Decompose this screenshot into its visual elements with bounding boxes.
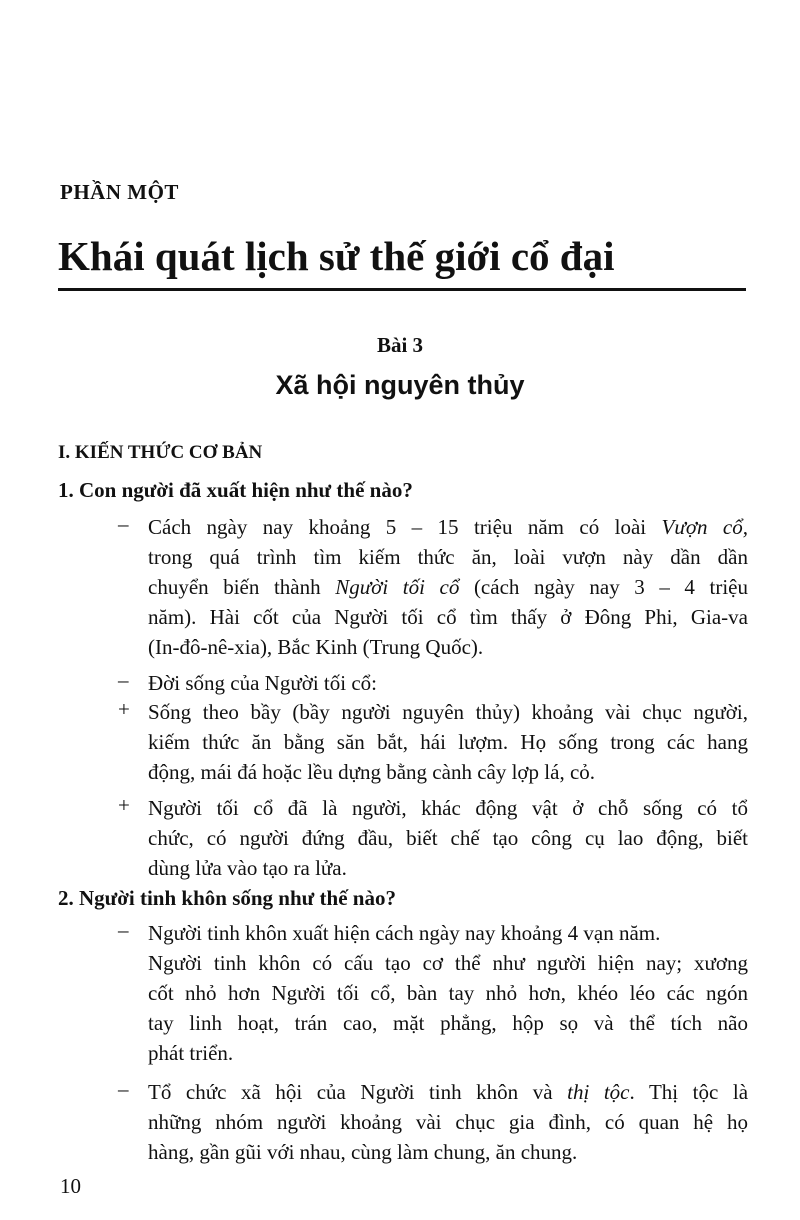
text-line	[148, 697, 748, 727]
text-segment: năm). Hài cốt của Người tối cổ tìm thấy ở Đông Phi, Gia-va	[148, 605, 748, 629]
paragraph	[118, 793, 748, 883]
text-segment: . Thị tộc là	[629, 1080, 748, 1104]
lesson-number: Bài 3	[376, 333, 424, 357]
text-line	[148, 632, 748, 662]
text-segment: hàng, gần gũi với nhau, cùng làm chung, ăn chung.	[148, 1140, 578, 1164]
text-line	[148, 572, 748, 602]
text-line	[148, 1008, 748, 1038]
text-line	[148, 918, 748, 948]
page-number: 10	[60, 1174, 81, 1198]
title-rule	[58, 288, 746, 291]
paragraph	[118, 668, 748, 698]
question-heading-1: 1. Con người đã xuất hiện như thế nào?	[58, 478, 413, 502]
text-segment: phát triển.	[148, 1041, 234, 1065]
text-segment: cốt nhỏ hơn Người tối cổ, bàn tay nhỏ hơn, khéo léo các ngón	[148, 981, 748, 1005]
lesson-title: Xã hội nguyên thủy	[275, 370, 525, 400]
italic-term: thị tộc	[567, 1080, 630, 1104]
text-line	[148, 948, 748, 978]
italic-term: Người tối cổ	[335, 575, 460, 599]
text-segment: Người tinh khôn xuất hiện cách ngày nay khoảng 4 vạn năm.	[148, 921, 661, 945]
text-line	[148, 823, 748, 853]
paragraph	[118, 1077, 748, 1167]
text-segment: chuyển biến thành	[148, 575, 336, 599]
section-heading: I. KIẾN THỨC CƠ BẢN	[58, 442, 263, 463]
paragraph	[118, 918, 748, 948]
bullet-marker: –	[118, 918, 129, 942]
bullet-marker: –	[118, 668, 129, 692]
bullet-marker: +	[118, 697, 130, 721]
text-segment: dùng lửa vào tạo ra lửa.	[148, 856, 347, 880]
text-segment: Tổ chức xã hội của Người tinh khôn và	[148, 1080, 568, 1104]
text-segment: kiếm thức ăn bằng săn bắt, hái lượm. Họ sống trong các hang	[148, 730, 748, 754]
part-label: PHẦN MỘT	[60, 180, 179, 204]
text-line	[148, 512, 748, 542]
text-line	[148, 602, 748, 632]
text-line	[148, 542, 748, 572]
text-line	[148, 793, 748, 823]
text-segment: Người tinh khôn có cấu tạo cơ thể như người hiện nay; xương	[148, 951, 748, 975]
bullet-marker: +	[118, 793, 130, 817]
text-line	[148, 1077, 748, 1107]
text-segment: trong quá trình tìm kiếm thức ăn, loài vượn này dần dần	[148, 545, 748, 569]
text-line	[148, 1107, 748, 1137]
text-segment: Người tối cổ đã là người, khác động vật ở chỗ sống có tổ	[148, 796, 748, 820]
text-line	[148, 978, 748, 1008]
bullet-marker: –	[118, 512, 129, 536]
text-segment: Cách ngày nay khoảng 5 – 15 triệu năm có loài	[148, 515, 662, 539]
text-line	[148, 1137, 748, 1167]
paragraph	[118, 697, 748, 787]
text-segment: (In-đô-nê-xia), Bắc Kinh (Trung Quốc).	[148, 635, 484, 659]
italic-term: Vượn cổ,	[661, 515, 748, 539]
text-line	[148, 757, 748, 787]
text-line	[148, 853, 748, 883]
text-segment: Đời sống của Người tối cổ:	[148, 671, 377, 695]
text-line	[148, 668, 748, 698]
paragraph	[118, 512, 748, 662]
text-segment: Sống theo bầy (bầy người nguyên thủy) khoảng vài chục người,	[148, 700, 748, 724]
text-segment: những nhóm người khoảng vài chục gia đình, có quan hệ họ	[148, 1110, 748, 1134]
bullet-marker: –	[118, 1077, 129, 1101]
text-segment: tay linh hoạt, trán cao, mặt phẳng, hộp sọ và thể tích não	[148, 1011, 748, 1035]
text-segment: chức, có người đứng đầu, biết chế tạo công cụ lao động, biết	[148, 826, 748, 850]
text-line	[148, 1038, 748, 1068]
question-heading-2: 2. Người tinh khôn sống như thế nào?	[58, 886, 396, 910]
text-segment: (cách ngày nay 3 – 4 triệu	[459, 575, 748, 599]
part-title: Khái quát lịch sử thế giới cổ đại	[58, 233, 615, 279]
text-segment: động, mái đá hoặc lều dựng bằng cành cây lợp lá, cỏ.	[148, 760, 596, 784]
text-line	[148, 727, 748, 757]
paragraph	[118, 948, 748, 1068]
